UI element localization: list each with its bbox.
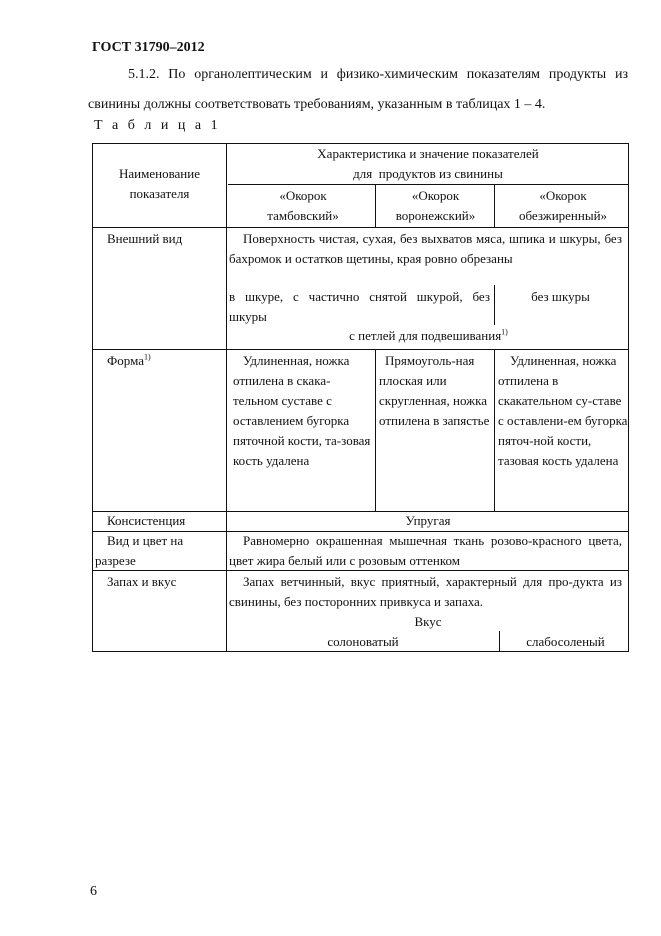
col-header-lowfat: «Окорок обезжиренный» xyxy=(518,188,608,223)
rule-col2-header xyxy=(375,184,376,227)
table-1 xyxy=(92,143,629,652)
shape-col1: Удлиненная, ножка отпилена в скака-тельном суставе с оставлением бугорка пяточной кости, та-зовая кость удалена xyxy=(233,353,371,468)
rule-group-header xyxy=(228,184,628,185)
appearance-common-text: Поверхность чистая, сухая, без выхватов мяса, шпика и шкуры, без бахромок и остатков щетины, края ровно обрезаны xyxy=(229,231,622,266)
rule-col1 xyxy=(226,144,227,651)
appearance-bottom xyxy=(229,326,628,346)
row-name-consistency: Консистенция xyxy=(107,513,186,528)
rule-appearance-split xyxy=(494,285,495,325)
col-header-voronezh: «Окорок воронежский» xyxy=(395,188,476,223)
paragraph: 5.1.2. По органолептическим и физико-химическим показателям продукты из свинины должны соответствовать требованиям, указанным в таблицах 1 – 4. xyxy=(88,67,628,112)
taste-left-text: солоноватый xyxy=(327,634,399,649)
rule-col2-shape xyxy=(375,349,376,511)
row-name-taste: Запах и вкус xyxy=(107,574,177,589)
shape-col2: Прямоуголь-ная плоская или скругленная, ножка отпилена в запястье xyxy=(379,353,490,428)
row-name-shape-text: Форма xyxy=(107,353,144,368)
taste-right-text: слабосоленый xyxy=(526,634,605,649)
row-name-cut-view: Вид и цвет на разрезе xyxy=(95,533,184,568)
row-name-appearance: Внешний вид xyxy=(107,231,183,246)
document-header: ГОСТ 31790–2012 xyxy=(92,40,205,55)
rule-taste-split xyxy=(499,631,500,651)
rule-appearance-bottom xyxy=(93,349,628,350)
row-name-shape xyxy=(107,351,225,371)
rule-header-bottom xyxy=(93,227,628,228)
appearance-left-text: в шкуре, с частично снятой шкурой, без шкуры xyxy=(229,289,490,324)
group-header-line2: для продуктов из свинины xyxy=(353,166,503,181)
rule-col3-shape xyxy=(494,349,495,511)
taste-common-text: Запах ветчинный, вкус приятный, характерный для про-дукта из свинины, без посторонних привкуса и запаха. xyxy=(229,574,622,609)
cut-view-value: Равномерно окрашенная мышечная ткань розово-красного цвета, цвет жира белый или с розовым оттенком xyxy=(229,533,622,568)
consistency-value: Упругая xyxy=(405,513,451,528)
rule-col3-header xyxy=(494,184,495,227)
table-caption: Т а б л и ц а 1 xyxy=(94,118,221,133)
appearance-right-text: без шкуры xyxy=(531,289,590,304)
appearance-bottom-text: с петлей для подвешивания xyxy=(349,328,502,343)
shape-footnote-mark: 1) xyxy=(143,352,151,362)
shape-col3: Удлиненная, ножка отпилена в скакательном су-ставе с оставлени-ем бугорка пяточ-ной кости, тазовая кость удалена xyxy=(498,353,628,468)
appearance-footnote-mark: 1) xyxy=(501,327,508,337)
taste-sub-label: Вкус xyxy=(414,614,442,629)
page-number: 6 xyxy=(90,884,97,899)
col-header-tambov: «Окорок тамбовский» xyxy=(267,188,339,223)
col1-header: Наименование показателя xyxy=(119,166,200,201)
group-header-line1: Характеристика и значение показателей xyxy=(317,146,539,161)
